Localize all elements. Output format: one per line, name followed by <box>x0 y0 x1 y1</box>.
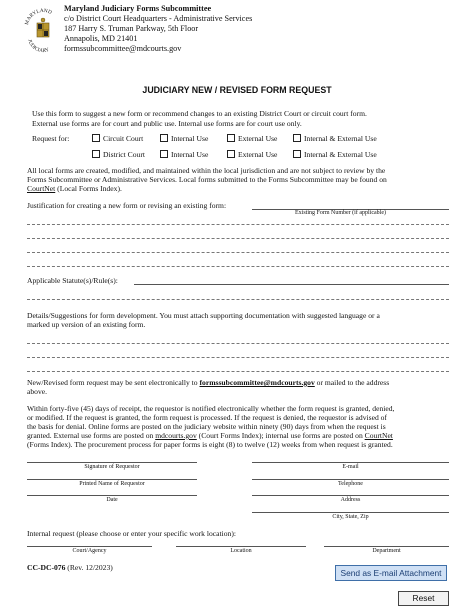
electronic-line1: New/Revised form request may be sent electronically to formssubcommittee@mdcourts.gov or mailed to the address <box>27 378 390 387</box>
justification-line-3[interactable] <box>27 252 449 253</box>
date-label: Date <box>106 497 118 503</box>
svg-text:MARYLAND: MARYLAND <box>24 7 53 26</box>
checkbox-icon[interactable] <box>227 150 235 158</box>
email-field[interactable] <box>252 462 449 463</box>
checkbox-district-court[interactable]: District Court <box>92 150 145 159</box>
mdcourts-link[interactable]: mdcourts.gov <box>155 431 197 440</box>
intro-line1: Use this form to suggest a new form or recommend changes to an existing District Court or circuit court form. <box>32 109 367 118</box>
details-line-3[interactable] <box>27 371 449 372</box>
org-email: formssubcommittee@mdcourts.gov <box>64 44 182 53</box>
page-title: JUDICIARY NEW / REVISED FORM REQUEST <box>142 85 332 95</box>
org-address-line2: 187 Harry S. Truman Parkway, 5th Floor <box>64 24 199 33</box>
signature-label: Signature of Requestor <box>84 464 140 470</box>
details-line2: marked up version of an existing form. <box>27 320 146 329</box>
checkbox-circuit-external[interactable]: External Use <box>227 134 277 143</box>
date-field[interactable] <box>27 495 197 496</box>
local-forms-line2: Forms Subcommittee or Administrative Services. Local forms submitted to the Forms Subcommittee may be found on <box>27 175 387 184</box>
checkbox-district-external[interactable]: External Use <box>227 150 277 159</box>
reset-button[interactable]: Reset <box>398 591 449 606</box>
notice-line1: Within forty-five (45) days of receipt, the requestor is notified electronically whether the form request is granted, denied, <box>27 404 395 413</box>
courtnet-forms-link[interactable]: CourtNet <box>364 431 393 440</box>
address-label: Address <box>340 497 361 503</box>
request-for-label: Request for: <box>32 134 70 143</box>
address-field[interactable] <box>252 495 449 496</box>
justification-line-2[interactable] <box>27 238 449 239</box>
checkbox-icon[interactable] <box>293 134 301 142</box>
location-field[interactable] <box>176 546 306 547</box>
details-line-2[interactable] <box>27 357 449 358</box>
org-address-line3: Annapolis, MD 21401 <box>64 34 138 43</box>
intro-line2: External use forms are for court and public use. Internal use forms are for court use only. <box>32 119 302 128</box>
checkbox-circuit-internal-external[interactable]: Internal & External Use <box>293 134 377 143</box>
checkbox-district-internal[interactable]: Internal Use <box>160 150 208 159</box>
checkbox-icon[interactable] <box>160 150 168 158</box>
checkbox-circuit-court[interactable]: Circuit Court <box>92 134 143 143</box>
courtnet-link[interactable]: CourtNet <box>27 184 56 193</box>
details-line1: Details/Suggestions for form development. You must attach supporting documentation with suggested language or a <box>27 311 380 320</box>
email-label: E-mail <box>342 464 359 470</box>
checkbox-icon[interactable] <box>92 150 100 158</box>
city-state-zip-field[interactable] <box>252 512 449 513</box>
justification-line-1[interactable] <box>27 224 449 225</box>
checkbox-icon[interactable] <box>160 134 168 142</box>
local-forms-line3: CourtNet (Local Forms Index). <box>27 184 122 193</box>
city-state-zip-label: City, State, Zip <box>332 514 369 520</box>
statutes-line-2[interactable] <box>27 299 449 300</box>
details-line-1[interactable] <box>27 343 449 344</box>
printed-name-label: Printed Name of Requestor <box>79 481 145 487</box>
department-label: Department <box>372 548 401 554</box>
svg-text:JUDICIARY: JUDICIARY <box>26 38 50 55</box>
electronic-line2: above. <box>27 387 48 396</box>
checkbox-icon[interactable] <box>227 134 235 142</box>
justification-line-4[interactable] <box>27 266 449 267</box>
form-number: CC-DC-076 (Rev. 12/2023) <box>27 563 113 572</box>
checkbox-circuit-internal[interactable]: Internal Use <box>160 134 208 143</box>
court-agency-field[interactable] <box>27 546 152 547</box>
forms-email-link[interactable]: formssubcommittee@mdcourts.gov <box>199 378 315 387</box>
org-address-line1: c/o District Court Headquarters - Administrative Services <box>64 14 253 23</box>
notice-line3: the basis for denial. Online forms are posted on the judiciary website within ninety (90) days from when the request is <box>27 422 386 431</box>
notice-line4: granted. External use forms are posted on mdcourts.gov (Court Forms Index); internal use forms are posted on CourtNet <box>27 431 393 440</box>
maryland-judiciary-seal <box>24 3 62 65</box>
org-name: Maryland Judiciary Forms Subcommittee <box>64 4 212 13</box>
court-agency-label: Court/Agency <box>72 548 107 554</box>
printed-name-field[interactable] <box>27 479 197 480</box>
checkbox-icon[interactable] <box>92 134 100 142</box>
location-label: Location <box>230 548 252 554</box>
telephone-label: Telephone <box>338 481 363 487</box>
statutes-label: Applicable Statute(s)/Rule(s): <box>27 276 118 285</box>
notice-line2: or modified. If the request is granted, the form request is processed. If the request is denied, the requestor is advised of <box>27 413 387 422</box>
internal-request-label: Internal request (please choose or enter your specific work location): <box>27 529 236 538</box>
justification-label: Justification for creating a new form or revising an existing form: <box>27 201 227 210</box>
checkbox-district-internal-external[interactable]: Internal & External Use <box>293 150 377 159</box>
existing-form-number-label: Existing Form Number (if applicable) <box>295 210 386 216</box>
checkbox-icon[interactable] <box>293 150 301 158</box>
signature-field[interactable] <box>27 462 197 463</box>
telephone-field[interactable] <box>252 479 449 480</box>
department-field[interactable] <box>324 546 449 547</box>
statutes-field[interactable] <box>134 284 449 285</box>
local-forms-line1: All local forms are created, modified, and maintained within the local jurisdiction and are not subject to review by the <box>27 166 386 175</box>
send-email-button[interactable]: Send as E-mail Attachment <box>335 565 447 581</box>
notice-line5: (Forms Index). The procurement process for paper forms is eight (8) to twelve (12) weeks from when request is granted. <box>27 440 393 449</box>
